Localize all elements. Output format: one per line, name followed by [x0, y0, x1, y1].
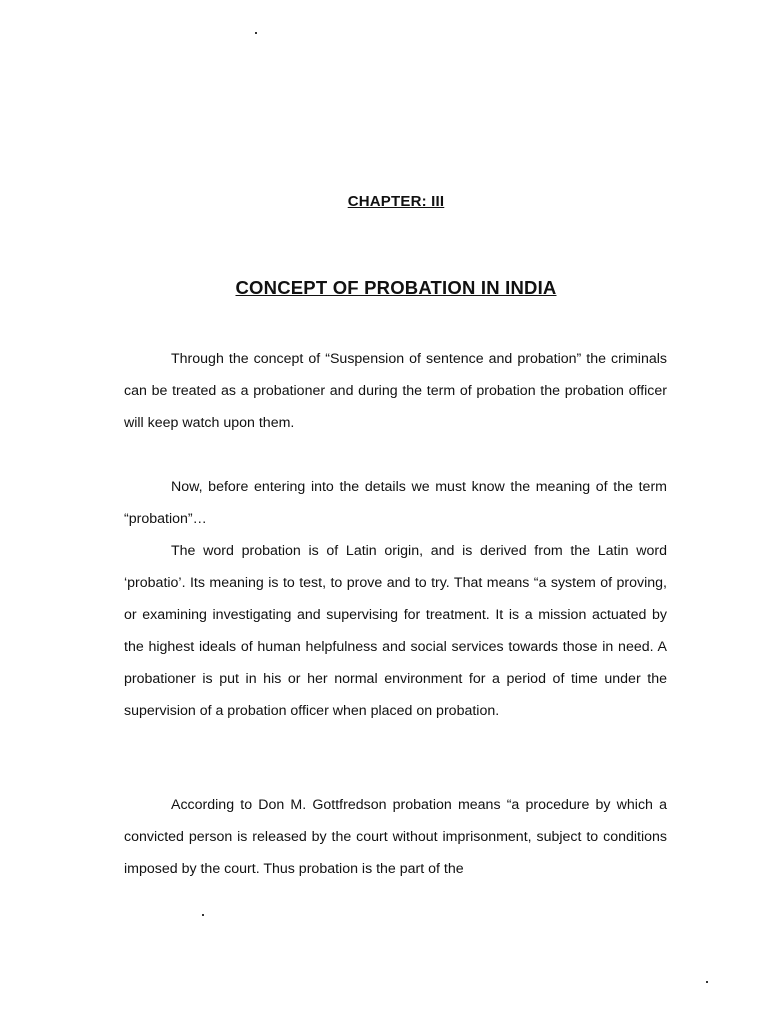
paragraph-text: Through the concept of “Suspension of sentence and probation” the criminals can be treated as a probationer and during the term of probation the probation officer will keep watch upon them. [124, 351, 667, 431]
scan-speck [255, 32, 257, 34]
scan-speck [706, 981, 708, 983]
scan-speck [202, 914, 204, 916]
paragraph-text: Now, before entering into the details we must know the meaning of the term “probation”… [124, 479, 667, 527]
body-paragraph [124, 471, 667, 535]
paragraph-text: According to Don M. Gottfredson probation means “a procedure by which a convicted person is released by the court without imprisonment, subject to conditions imposed by the court. Thus probation is the part of the [124, 797, 667, 877]
paragraph-text: The word probation is of Latin origin, and is derived from the Latin word ‘probatio’. Its meaning is to test, to prove and to try. That means “a system of proving, or examining investigating and supervising for treatment. It is a mission actuated by the highest ideals of human helpfulness and social services towards those in need. A probationer is put in his or her normal environment for a period of time under the supervision of a probation officer when placed on probation. [124, 543, 667, 719]
body-paragraph [124, 789, 667, 885]
chapter-heading: CHAPTER: III [347, 193, 445, 210]
body-paragraph [124, 535, 667, 727]
body-paragraph [124, 343, 667, 439]
chapter-title: CONCEPT OF PROBATION IN INDIA [235, 277, 557, 298]
